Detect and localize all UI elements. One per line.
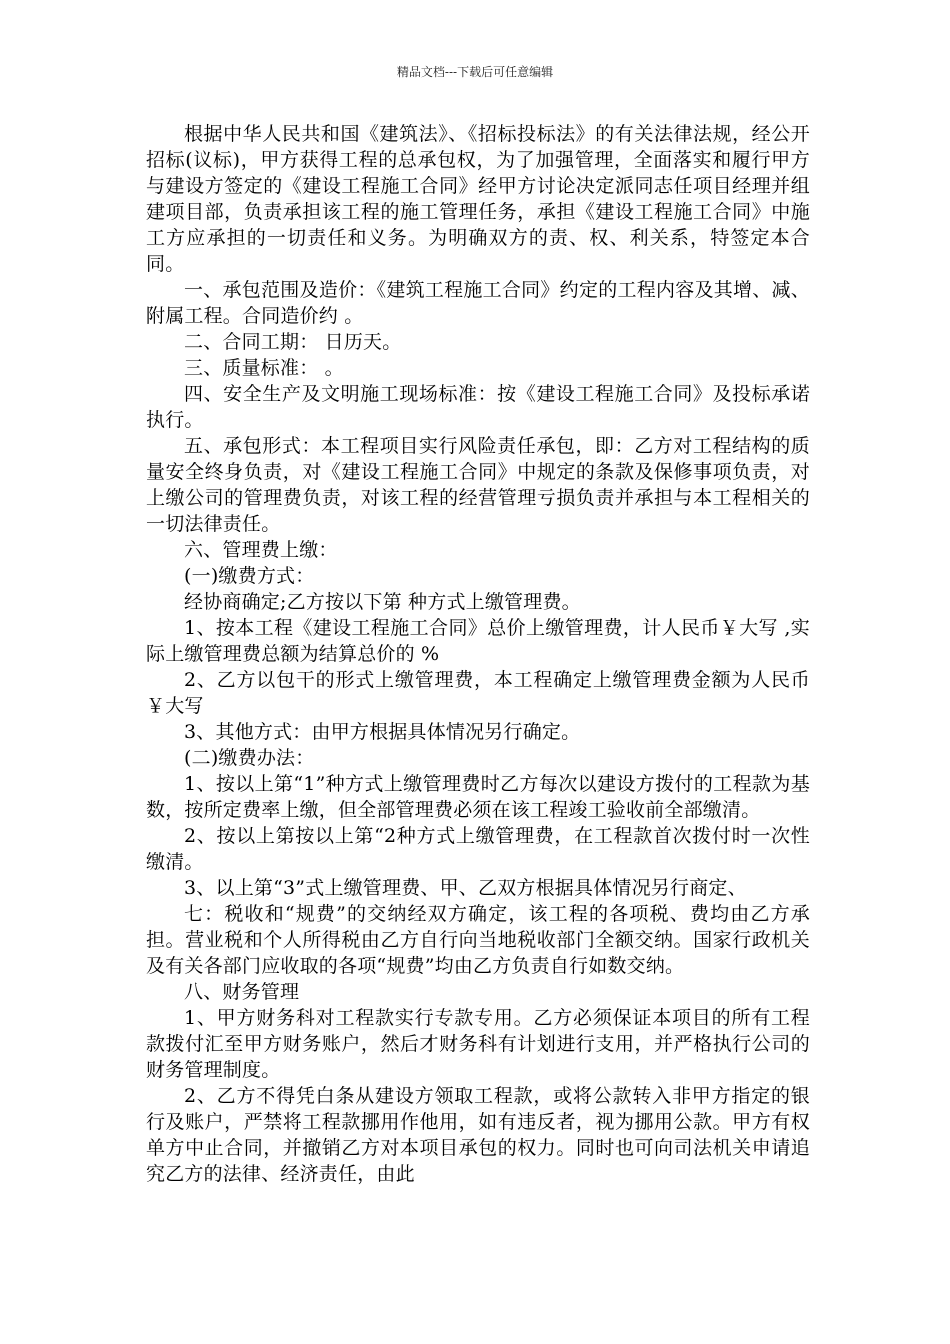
paragraph-payment-option-2: 2、乙方以包干的形式上缴管理费，本工程确定上缴管理费金额为人民币￥大写 <box>146 669 810 717</box>
paragraph-scope-and-cost: 一、承包范围及造价：《建筑工程施工合同》约定的工程内容及其增、减、附属工程。合同造价约 。 <box>146 279 810 327</box>
paragraph-payment-procedure-heading: (二)缴费办法： <box>184 747 315 769</box>
paragraph-payment-method-heading: (一)缴费方式： <box>184 565 315 587</box>
paragraph-contract-form: 五、承包形式：本工程项目实行风险责任承包，即：乙方对工程结构的质量安全终身负责，对《建设工程施工合同》中规定的条款及保修事项负责，对上缴公司的管理费负责，对该工程的经营管理亏损负责并承担与本工程相关的一切法律责任。 <box>146 435 810 535</box>
paragraph-procedure-3: 3、以上第“3”式上缴管理费、甲、乙双方根据具体情况另行商定、 <box>184 877 747 899</box>
paragraph-safety-standard: 四、安全生产及文明施工现场标准：按《建设工程施工合同》及投标承诺执行。 <box>146 383 810 431</box>
page-header: 精品文档---下载后可任意编辑 <box>396 65 554 79</box>
paragraph-payment-option-1: 1、按本工程《建设工程施工合同》总价上缴管理费，计人民币￥大写 ,实际上缴管理费总额为结算总价的 % <box>146 617 810 665</box>
paragraph-finance-heading: 八、财务管理 <box>184 981 300 1003</box>
paragraph-finance-1: 1、甲方财务科对工程款实行专款专用。乙方必须保证本项目的所有工程款拨付汇至甲方财务账户，然后才财务科有计划进行支用，并严格执行公司的财务管理制度。 <box>146 1007 810 1081</box>
paragraph-finance-2: 2、乙方不得凭白条从建设方领取工程款，或将公款转入非甲方指定的银行及账户，严禁将工程款挪用作他用，如有违反者，视为挪用公款。甲方有权单方中止合同，并撤销乙方对本项目承包的权力。同时也可向司法机关申请追究乙方的法律、经济责任，由此 <box>146 1085 810 1185</box>
paragraph-payment-method-choice: 经协商确定;乙方按以下第 种方式上缴管理费。 <box>184 591 581 613</box>
paragraph-procedure-2: 2、按以上第按以上第“2种方式上缴管理费，在工程款首次拨付时一次性缴清。 <box>146 825 810 873</box>
paragraph-management-fee-heading: 六、管理费上缴： <box>184 539 338 561</box>
paragraph-taxes-and-fees: 七：税收和“规费”的交纳经双方确定，该工程的各项税、费均由乙方承担。营业税和个人所得税由乙方自行向当地税收部门全额交纳。国家行政机关及有关各部门应收取的各项“规费”均由乙方负责自行如数交纳。 <box>146 903 810 977</box>
paragraph-procedure-1: 1、按以上第“1”种方式上缴管理费时乙方每次以建设方拨付的工程款为基数，按所定费率上缴，但全部管理费必须在该工程竣工验收前全部缴清。 <box>146 773 810 821</box>
paragraph-quality-standard: 三、质量标准： 。 <box>184 357 344 379</box>
paragraph-intro: 根据中华人民共和国《建筑法》、《招标投标法》的有关法律法规，经公开招标(议标)，甲方获得工程的总承包权，为了加强管理，全面落实和履行甲方与建设方签定的《建设工程施工合同》经甲方讨论决定派同志任项目经理并组建项目部，负责承担该工程的施工管理任务，承担《建设工程施工合同》中施工方应承担的一切责任和义务。为明确双方的责、权、利关系，特签定本合同。 <box>146 123 810 275</box>
document-body <box>146 121 810 1187</box>
paragraph-payment-option-3: 3、其他方式：由甲方根据具体情况另行确定。 <box>184 721 581 743</box>
paragraph-contract-period: 二、合同工期： 日历天。 <box>184 331 402 353</box>
